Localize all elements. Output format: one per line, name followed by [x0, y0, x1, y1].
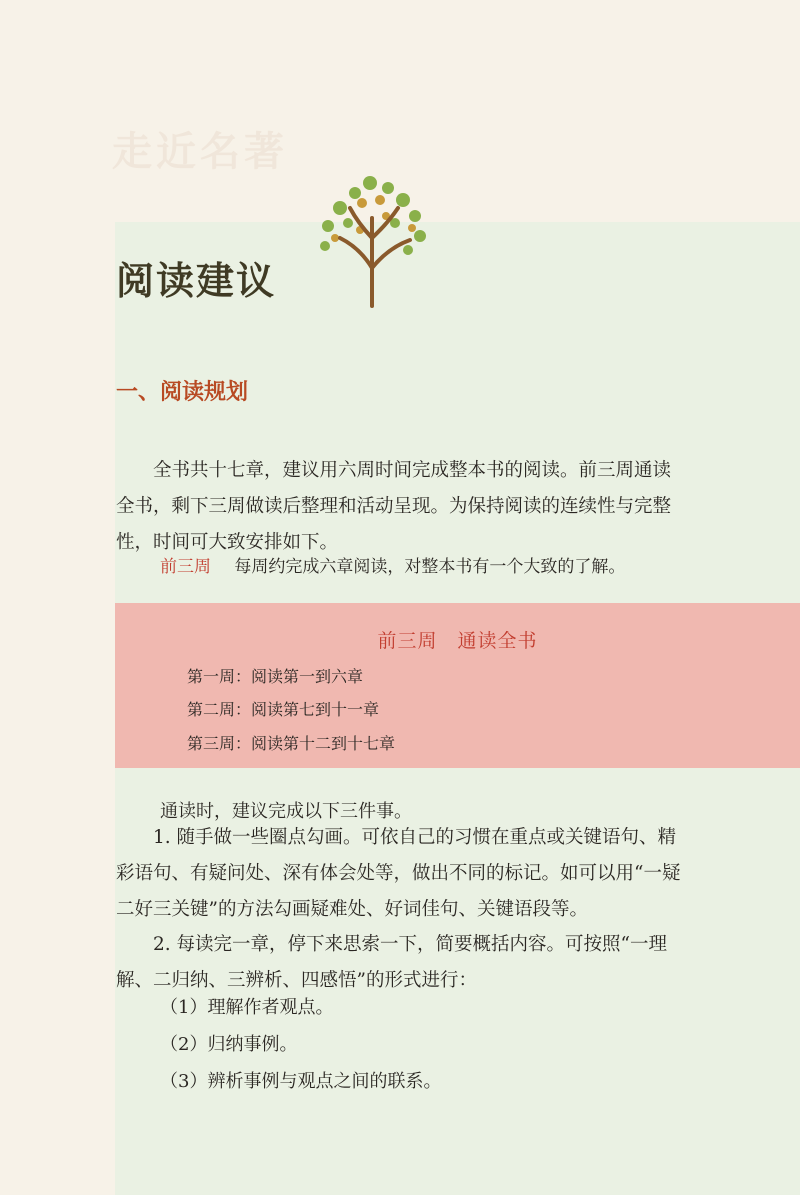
faded-header-title: 走近名著	[112, 128, 288, 175]
band-item-week3: 第三周：阅读第十二到十七章	[187, 734, 396, 753]
note-tag: 前三周	[160, 557, 211, 577]
band-item-week1: 第一周：阅读第一到六章	[187, 667, 364, 686]
point-1: 1. 随手做一些圈点勾画。可依自己的习惯在重点或关键语句、精彩语句、有疑问处、深有体会处等，做出不同的标记。如可以用“一疑二好三关键”的方法勾画疑难处、好词佳句、关键语段等。	[116, 827, 681, 920]
intro-paragraph: 全书共十七章，建议用六周时间完成整本书的阅读。前三周通读全书，剩下三周做读后整理和活动呈现。为保持阅读的连续性与完整性，时间可大致安排如下。	[116, 460, 672, 553]
step-1: （1）理解作者观点。	[160, 997, 334, 1018]
step-3: （3）辨析事例与观点之间的联系。	[160, 1071, 442, 1092]
step-2: （2）归纳事例。	[160, 1034, 298, 1055]
section-title: 阅读建议	[116, 258, 277, 303]
point-2: 2. 每读完一章，停下来思索一下，简要概括内容。可按照“一理解、二归纳、三辨析、四感悟”的形式进行：	[116, 934, 667, 991]
schedule-band	[115, 603, 800, 768]
note-text: 每周约完成六章阅读，对整本书有一个大致的了解。	[234, 557, 626, 577]
tree-icon	[300, 168, 450, 308]
band-title: 前三周 通读全书	[377, 630, 538, 652]
sub-heading: 一、阅读规划	[116, 379, 249, 405]
band-item-week2: 第二周：阅读第七到十一章	[187, 700, 380, 719]
advice-intro: 通读时，建议完成以下三件事。	[160, 801, 412, 822]
note-line	[160, 552, 625, 577]
